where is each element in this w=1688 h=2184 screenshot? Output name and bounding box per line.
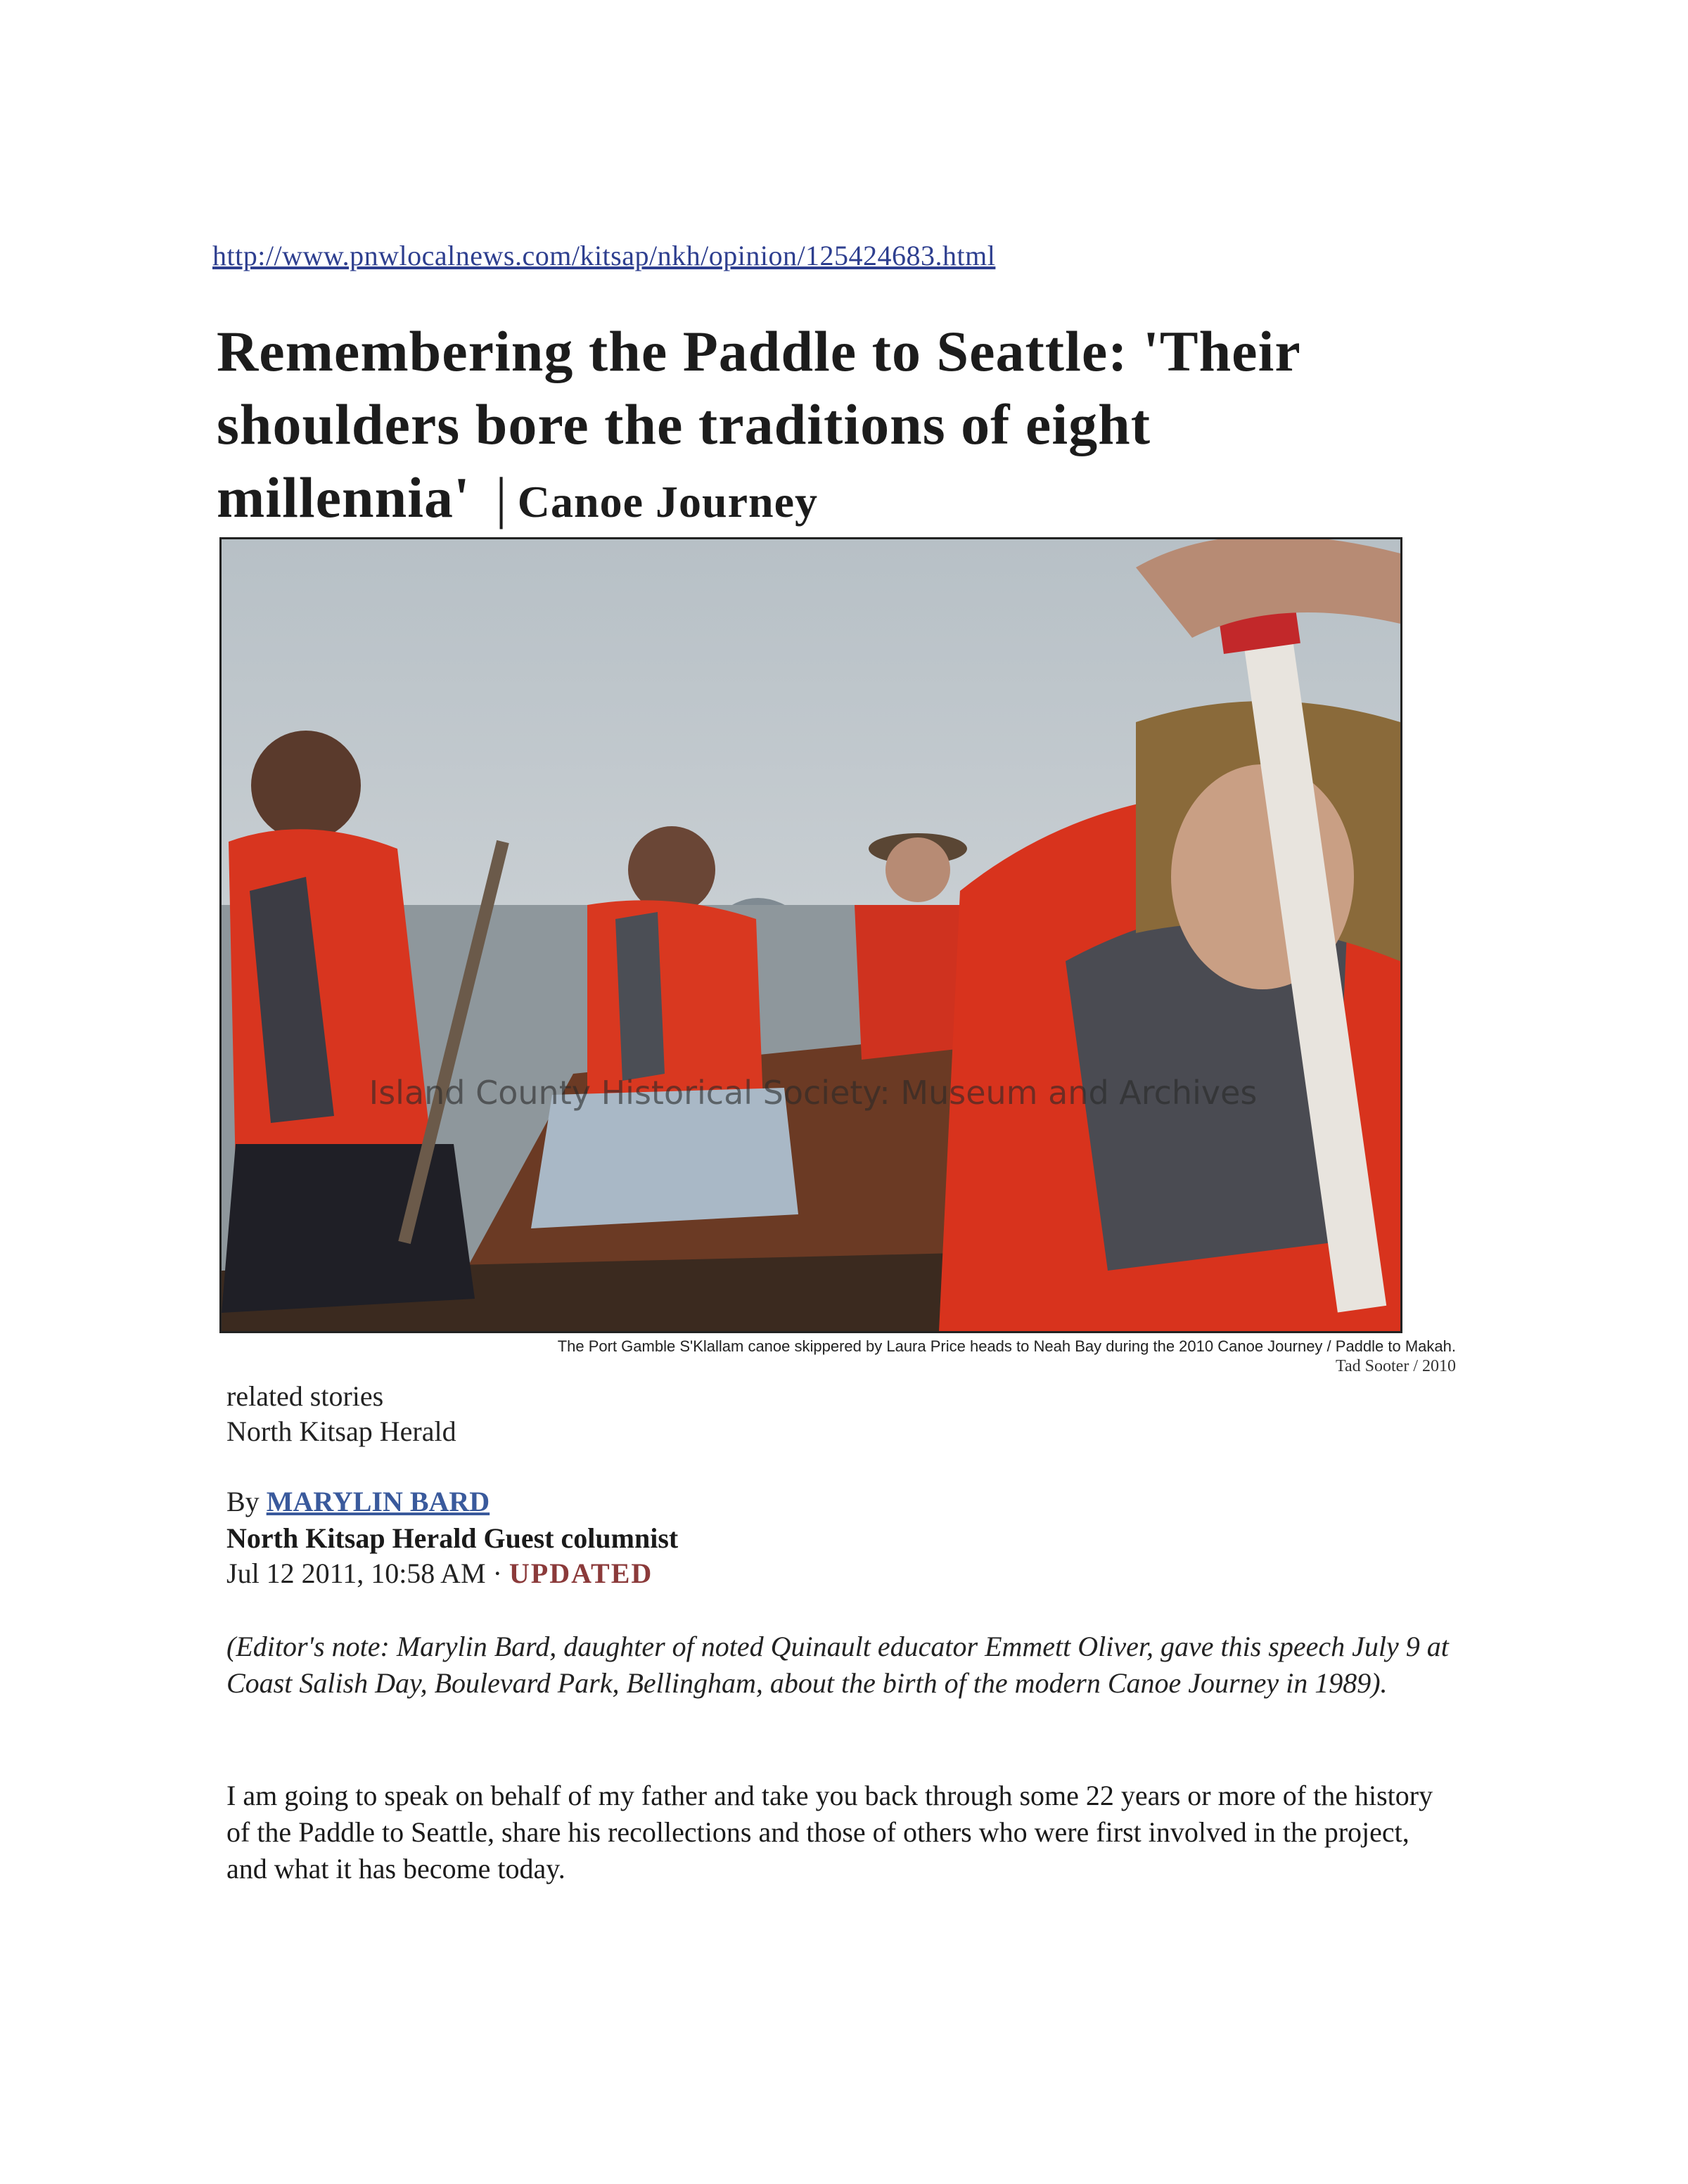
headline-section: Canoe Journey (517, 477, 818, 527)
related-stories-source[interactable]: North Kitsap Herald (226, 1415, 456, 1447)
updated-badge: UPDATED (509, 1557, 653, 1589)
photo-credit: Tad Sooter / 2010 (1336, 1357, 1456, 1375)
watermark-text: Island County Historical Society: Museum and Archives (369, 1074, 1258, 1112)
photo-caption: The Port Gamble S'Klallam canoe skippered by Laura Price heads to Neah Bay during the 2010 Canoe Journey / Paddle to Makah. (557, 1337, 1456, 1355)
related-stories-label: related stories (226, 1380, 384, 1412)
dateline (226, 1557, 653, 1590)
publish-date: Jul 12 2011, 10:58 AM (226, 1557, 486, 1589)
byline (226, 1485, 490, 1518)
author-role: North Kitsap Herald Guest columnist (226, 1522, 679, 1554)
article-photo (219, 537, 1402, 1333)
canoe-photo-image (222, 539, 1400, 1331)
date-separator: · (492, 1557, 502, 1589)
article-url-link[interactable]: http://www.pnwlocalnews.com/kitsap/nkh/opinion/125424683.html (212, 240, 996, 271)
byline-prefix: By (226, 1486, 260, 1517)
headline-title: Remembering the Paddle to Seattle: 'Their shoulders bore the traditions of eight millennia' (217, 319, 1300, 529)
body-paragraph: I am going to speak on behalf of my father and take you back through some 22 years or more of the history of the Paddle to Seattle, share his recollections and those of others who were first involved in the project, and what it has become today. (226, 1780, 1433, 1884)
headline (217, 315, 1412, 539)
headline-separator: | (495, 465, 508, 529)
editors-note: (Editor's note: Marylin Bard, daughter of noted Quinault educator Emmett Oliver, gave this speech July 9 at Coast Salish Day, Boulevard Park, Bellingham, about the birth of the modern Canoe Journey in 1989). (226, 1631, 1449, 1699)
author-link[interactable]: MARYLIN BARD (266, 1486, 490, 1517)
